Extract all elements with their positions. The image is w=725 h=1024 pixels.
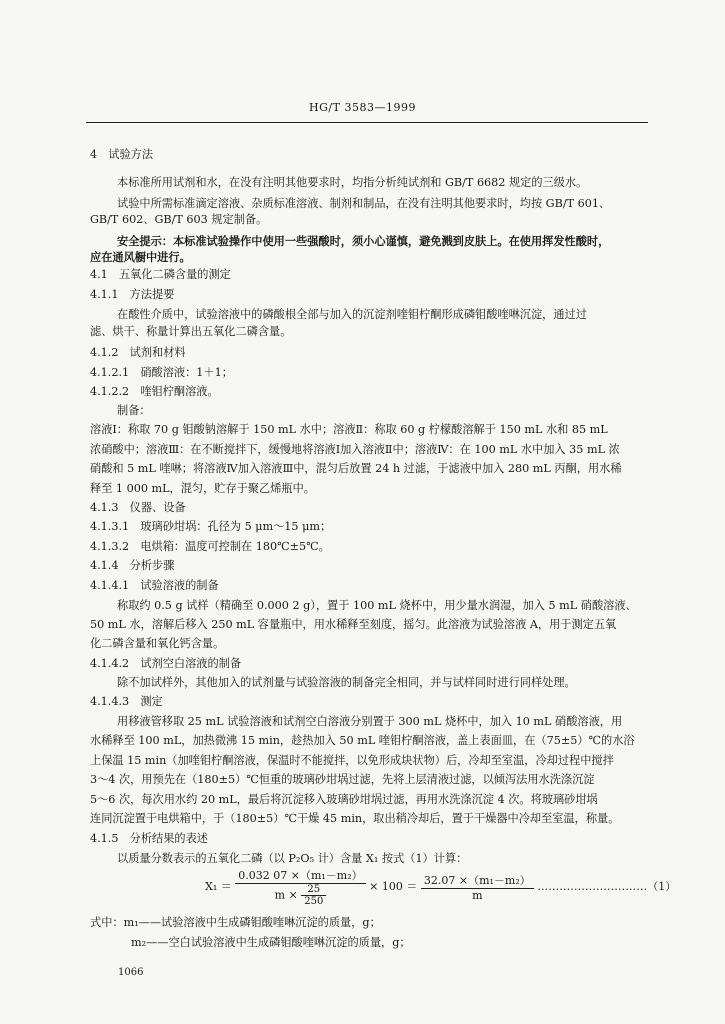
text-line: 4.1.4.1 试验溶液的制备 — [90, 579, 219, 592]
text-line: 4.1.3.2 电烘箱：温度可控制在 180℃±5℃。 — [90, 540, 330, 553]
text-line: 50 mL 水，溶解后移入 250 mL 容量瓶中，用水稀释至刻度，摇匀。此溶液为试验溶液 A，用于测定五氧 — [90, 618, 617, 631]
formula-denominator-1 — [235, 884, 365, 907]
formula-fraction-2 — [421, 872, 534, 902]
text-line: 硝酸和 5 mL 喹啉；将溶液Ⅳ加入溶液Ⅲ中，混匀后放置 24 h 过滤，于滤液中加入 280 mL 丙酮，用水稀 — [90, 462, 622, 475]
text-line: 浓硝酸中；溶液Ⅲ：在不断搅拌下，缓慢地将溶液Ⅰ加入溶液Ⅱ中；溶液Ⅳ：在 100 mL 水中加入 35 mL 浓 — [90, 443, 620, 456]
text-line: 4.1.4 分析步骤 — [90, 559, 175, 572]
text-line: 5～6 次，每次用水约 20 mL，最后将沉淀移入玻璃砂坩埚过滤，再用水洗涤沉淀 4 次。将玻璃砂坩埚 — [90, 793, 598, 806]
formula-lhs: X₁ ＝ — [205, 880, 232, 893]
formula-denominator-2: m — [472, 889, 483, 902]
text-line: 以质量分数表示的五氧化二磷（以 P₂O₅ 计）含量 X₁ 按式（1）计算： — [117, 852, 468, 865]
text-line: 试验中所需标准滴定溶液、杂质标准溶液、制剂和制品，在没有注明其他要求时，均按 GB/T 601、 — [117, 197, 611, 210]
text-line: 应在通风橱中进行。 — [90, 250, 191, 264]
text-line: 4.1.3 仪器、设备 — [90, 501, 186, 514]
text-line: GB/T 602、GB/T 603 规定制备。 — [90, 213, 268, 226]
formula-inner-numerator: 25 — [301, 884, 326, 896]
formula-numerator-1: 0.032 07 ×（m₁－m₂） — [235, 867, 365, 884]
page-number: 1066 — [118, 967, 144, 978]
text-line: 4.1.1 方法提要 — [90, 288, 175, 301]
formula-numerator-2: 32.07 ×（m₁－m₂） — [421, 872, 534, 889]
text-line: 用移液管移取 25 mL 试验溶液和试剂空白溶液分别置于 300 mL 烧杯中，加入 10 mL 硝酸溶液，用 — [117, 715, 623, 728]
text-line: 本标准所用试剂和水，在没有注明其他要求时，均指分析纯试剂和 GB/T 6682 规定的三级水。 — [117, 176, 588, 189]
text-line: 4.1.2.1 硝酸溶液：1＋1； — [90, 366, 233, 379]
text-line: 式中：m₁——试验溶液中生成磷钼酸喹啉沉淀的质量，g； — [90, 916, 381, 929]
text-line: m₂——空白试验溶液中生成磷钼酸喹啉沉淀的质量，g； — [131, 936, 411, 949]
text-line: 上保温 15 min（加喹钼柠酮溶液，保温时不能搅拌，以免形成块状物）后，冷却至室温，冷却过程中搅拌 — [90, 754, 614, 767]
text-line: 溶液Ⅰ：称取 70 g 钼酸钠溶解于 150 mL 水中；溶液Ⅱ：称取 60 g 柠檬酸溶解于 150 mL 水和 85 mL — [90, 423, 608, 436]
text-line: 4 试验方法 — [90, 148, 154, 161]
text-line: 4.1 五氧化二磷含量的测定 — [90, 268, 231, 281]
page-header: HG/T 3583—1999 — [309, 101, 416, 114]
header-rule — [86, 122, 648, 123]
formula-fraction-1 — [235, 867, 365, 907]
formula-denominator-prefix: m × — [274, 888, 298, 902]
text-line: 4.1.3.1 玻璃砂坩埚：孔径为 5 μm～15 μm； — [90, 520, 332, 533]
text-line: 化二磷含量和氧化钙含量。 — [90, 637, 225, 650]
text-line: 在酸性介质中，试验溶液中的磷酸根全部与加入的沉淀剂喹钼柠酮形成磷钼酸喹啉沉淀，通过过 — [117, 308, 587, 321]
formula-inner-fraction — [301, 884, 326, 907]
formula-1 — [205, 867, 676, 907]
formula-times-100: × 100 ＝ — [369, 880, 418, 893]
formula-equation-number: …………………………（1） — [537, 880, 677, 893]
text-line: 4.1.2 试剂和材料 — [90, 346, 186, 359]
text-line: 4.1.5 分析结果的表述 — [90, 832, 208, 845]
text-line: 4.1.4.2 试剂空白溶液的制备 — [90, 657, 242, 670]
text-line: 水稀释至 100 mL，加热微沸 15 min，趁热加入 50 mL 喹钼柠酮溶液，盖上表面皿，在（75±5）℃的水浴 — [90, 734, 635, 747]
text-line: 释至 1 000 mL，混匀，贮存于聚乙烯瓶中。 — [90, 482, 315, 495]
text-line: 4.1.2.2 喹钼柠酮溶液。 — [90, 385, 219, 398]
text-line: 3～4 次，用预先在（180±5）℃恒重的玻璃砂坩埚过滤，先将上层清液过滤，以倾泻法用水洗涤沉淀 — [90, 773, 595, 786]
text-line: 滤、烘干、称量计算出五氧化二磷含量。 — [90, 325, 292, 338]
text-line: 4.1.4.3 测定 — [90, 695, 163, 708]
text-line: 称取约 0.5 g 试样（精确至 0.000 2 g），置于 100 mL 烧杯中，用少量水润湿，加入 5 mL 硝酸溶液、 — [117, 599, 637, 612]
formula-inner-denominator: 250 — [304, 896, 324, 907]
text-line: 制备： — [117, 404, 151, 417]
text-line: 除不加试样外，其他加入的试剂量与试验溶液的制备完全相同，并与试样同时进行同样处理。 — [117, 676, 576, 689]
text-line: 安全提示：本标准试验操作中使用一些强酸时，须小心谨慎，避免溅到皮肤上。在使用挥发性酸时， — [117, 234, 610, 248]
text-line: 连同沉淀置于电烘箱中，于（180±5）℃干燥 45 min，取出稍冷却后，置于干燥器中冷却至室温，称量。 — [90, 812, 620, 825]
